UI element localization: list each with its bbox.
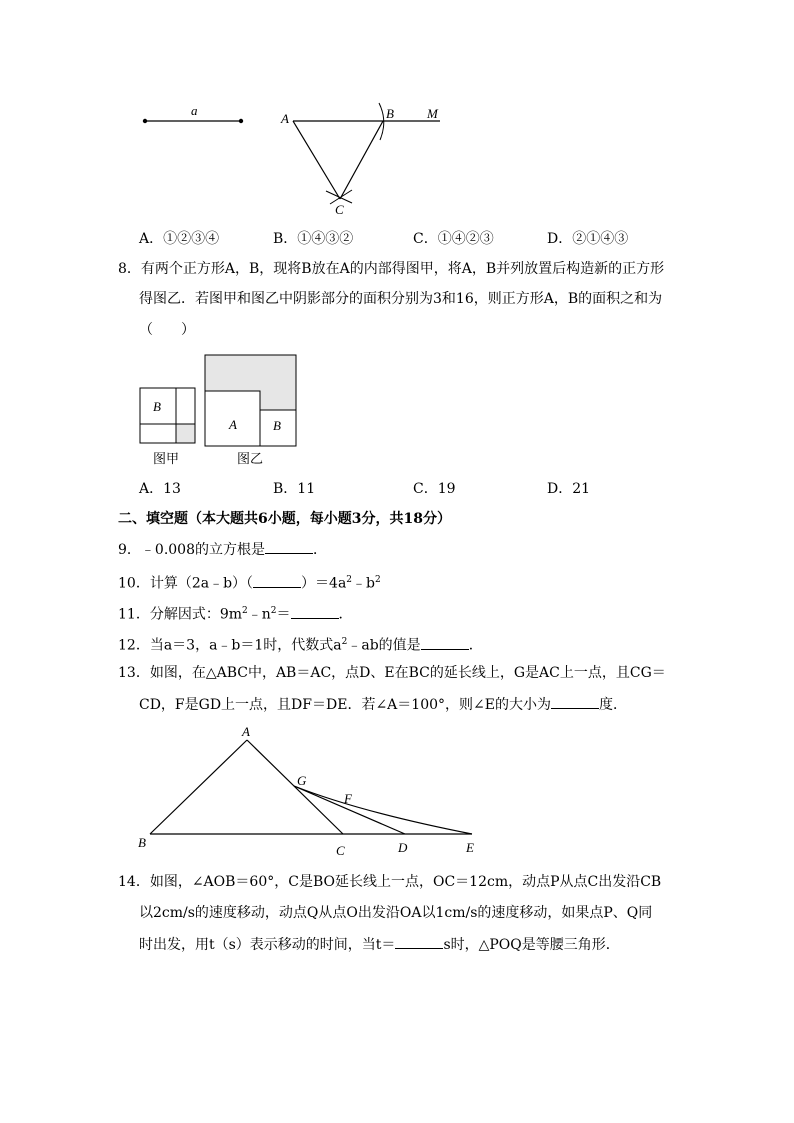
q11-stem: 11．分解因式：9m — [118, 606, 242, 623]
label-g: G — [297, 773, 307, 788]
q9-end: ． — [313, 542, 327, 558]
q13-line2-text: CD，F是GD上一点，且DF＝DE．若∠A＝100°，则∠E的大小为 — [139, 697, 551, 713]
q13-stem-line1: 13．如图，在△ABC中，AB＝AC，点D、E在BC的延长线上，G是AC上一点，且CG＝ — [118, 665, 666, 681]
jia-label-b: B — [153, 399, 161, 414]
q8-stem-line1: 8．有两个正方形A，B，现将B放在A的内部得图甲，将A，B并列放置后构造新的正方形 — [118, 261, 665, 277]
caption-yi: 图乙 — [237, 452, 264, 467]
q8-stem-line2: 得图乙．若图甲和图乙中阴影部分的面积分别为3和16，则正方形A，B的面积之和为 — [139, 291, 663, 307]
q10-exp2: 2 — [375, 575, 381, 585]
q8-option-d[interactable]: D．21 — [547, 481, 591, 497]
q11-exp1: 2 — [242, 606, 248, 616]
yi-label-b: B — [273, 418, 281, 433]
q14-stem-line3 — [139, 934, 620, 955]
segment-ge — [294, 786, 472, 834]
q12-mid: ﹣ab的值是 — [347, 637, 421, 654]
q11-mid: ﹣n — [247, 606, 271, 623]
q10-stem: 10．计算（2a﹣b）（ — [118, 575, 254, 592]
q7-option-a[interactable]: A．①②③④ — [139, 231, 220, 247]
label-f: F — [344, 791, 352, 806]
q8-option-b[interactable]: B．11 — [273, 481, 316, 497]
q7-option-b[interactable]: B．①④③② — [273, 231, 354, 247]
caption-jia: 图甲 — [153, 452, 180, 467]
segment-label-a: a — [191, 103, 198, 118]
q12-end: ． — [468, 637, 483, 654]
q14-answer-blank[interactable] — [395, 934, 443, 949]
label-b: B — [138, 835, 146, 850]
point-label-a: A — [281, 111, 289, 126]
q10-exp1: 2 — [346, 575, 353, 585]
q11-eq: ＝ — [276, 606, 291, 623]
q8-option-c[interactable]: C．19 — [413, 481, 456, 497]
label-d: D — [398, 840, 408, 855]
section-2-heading: 二、填空题（本大题共6小题，每小题3分，共18分） — [118, 511, 451, 527]
q10-tail: ﹣b — [352, 575, 375, 592]
q7-option-c[interactable]: C．①④②③ — [413, 231, 494, 247]
yi-label-a: A — [229, 417, 237, 432]
q14-line3-end: s时，△POQ是等腰三角形． — [443, 937, 620, 953]
point-label-b: B — [386, 106, 394, 121]
q10-rhs: ）＝4a — [301, 575, 347, 592]
q12-stem: 12．当a＝3，a﹣b＝1时，代数式a — [118, 637, 342, 654]
q11-exp2: 2 — [270, 606, 277, 616]
q14-stem-line2: 以2cm/s的速度移动，动点Q从点O出发沿OA以1cm/s的速度移动，如果点P、Q同 — [139, 905, 653, 921]
label-a: A — [242, 724, 250, 739]
label-c: C — [336, 843, 345, 858]
q14-stem-line1: 14．如图，∠AOB＝60°，C是BO延长线上一点，OC＝12cm，动点P从点C出发沿CB — [118, 874, 662, 890]
segment-ab — [150, 740, 247, 834]
point-label-m: M — [427, 106, 438, 121]
q8-option-a[interactable]: A．13 — [139, 481, 181, 497]
q13-line2-end: 度． — [598, 697, 627, 713]
q14-line3-text: 时出发，用t（s）表示移动的时间，当t＝ — [139, 937, 396, 953]
q7-option-d[interactable]: D．②①④③ — [547, 231, 629, 247]
point-label-c: C — [335, 202, 344, 217]
q8-stem-line3: （ ） — [139, 322, 195, 338]
label-e: E — [466, 840, 474, 855]
q9-stem: 9．﹣0.008的立方根是 — [118, 542, 265, 558]
q11-end: ． — [338, 606, 353, 623]
q12-exp: 2 — [341, 637, 348, 647]
